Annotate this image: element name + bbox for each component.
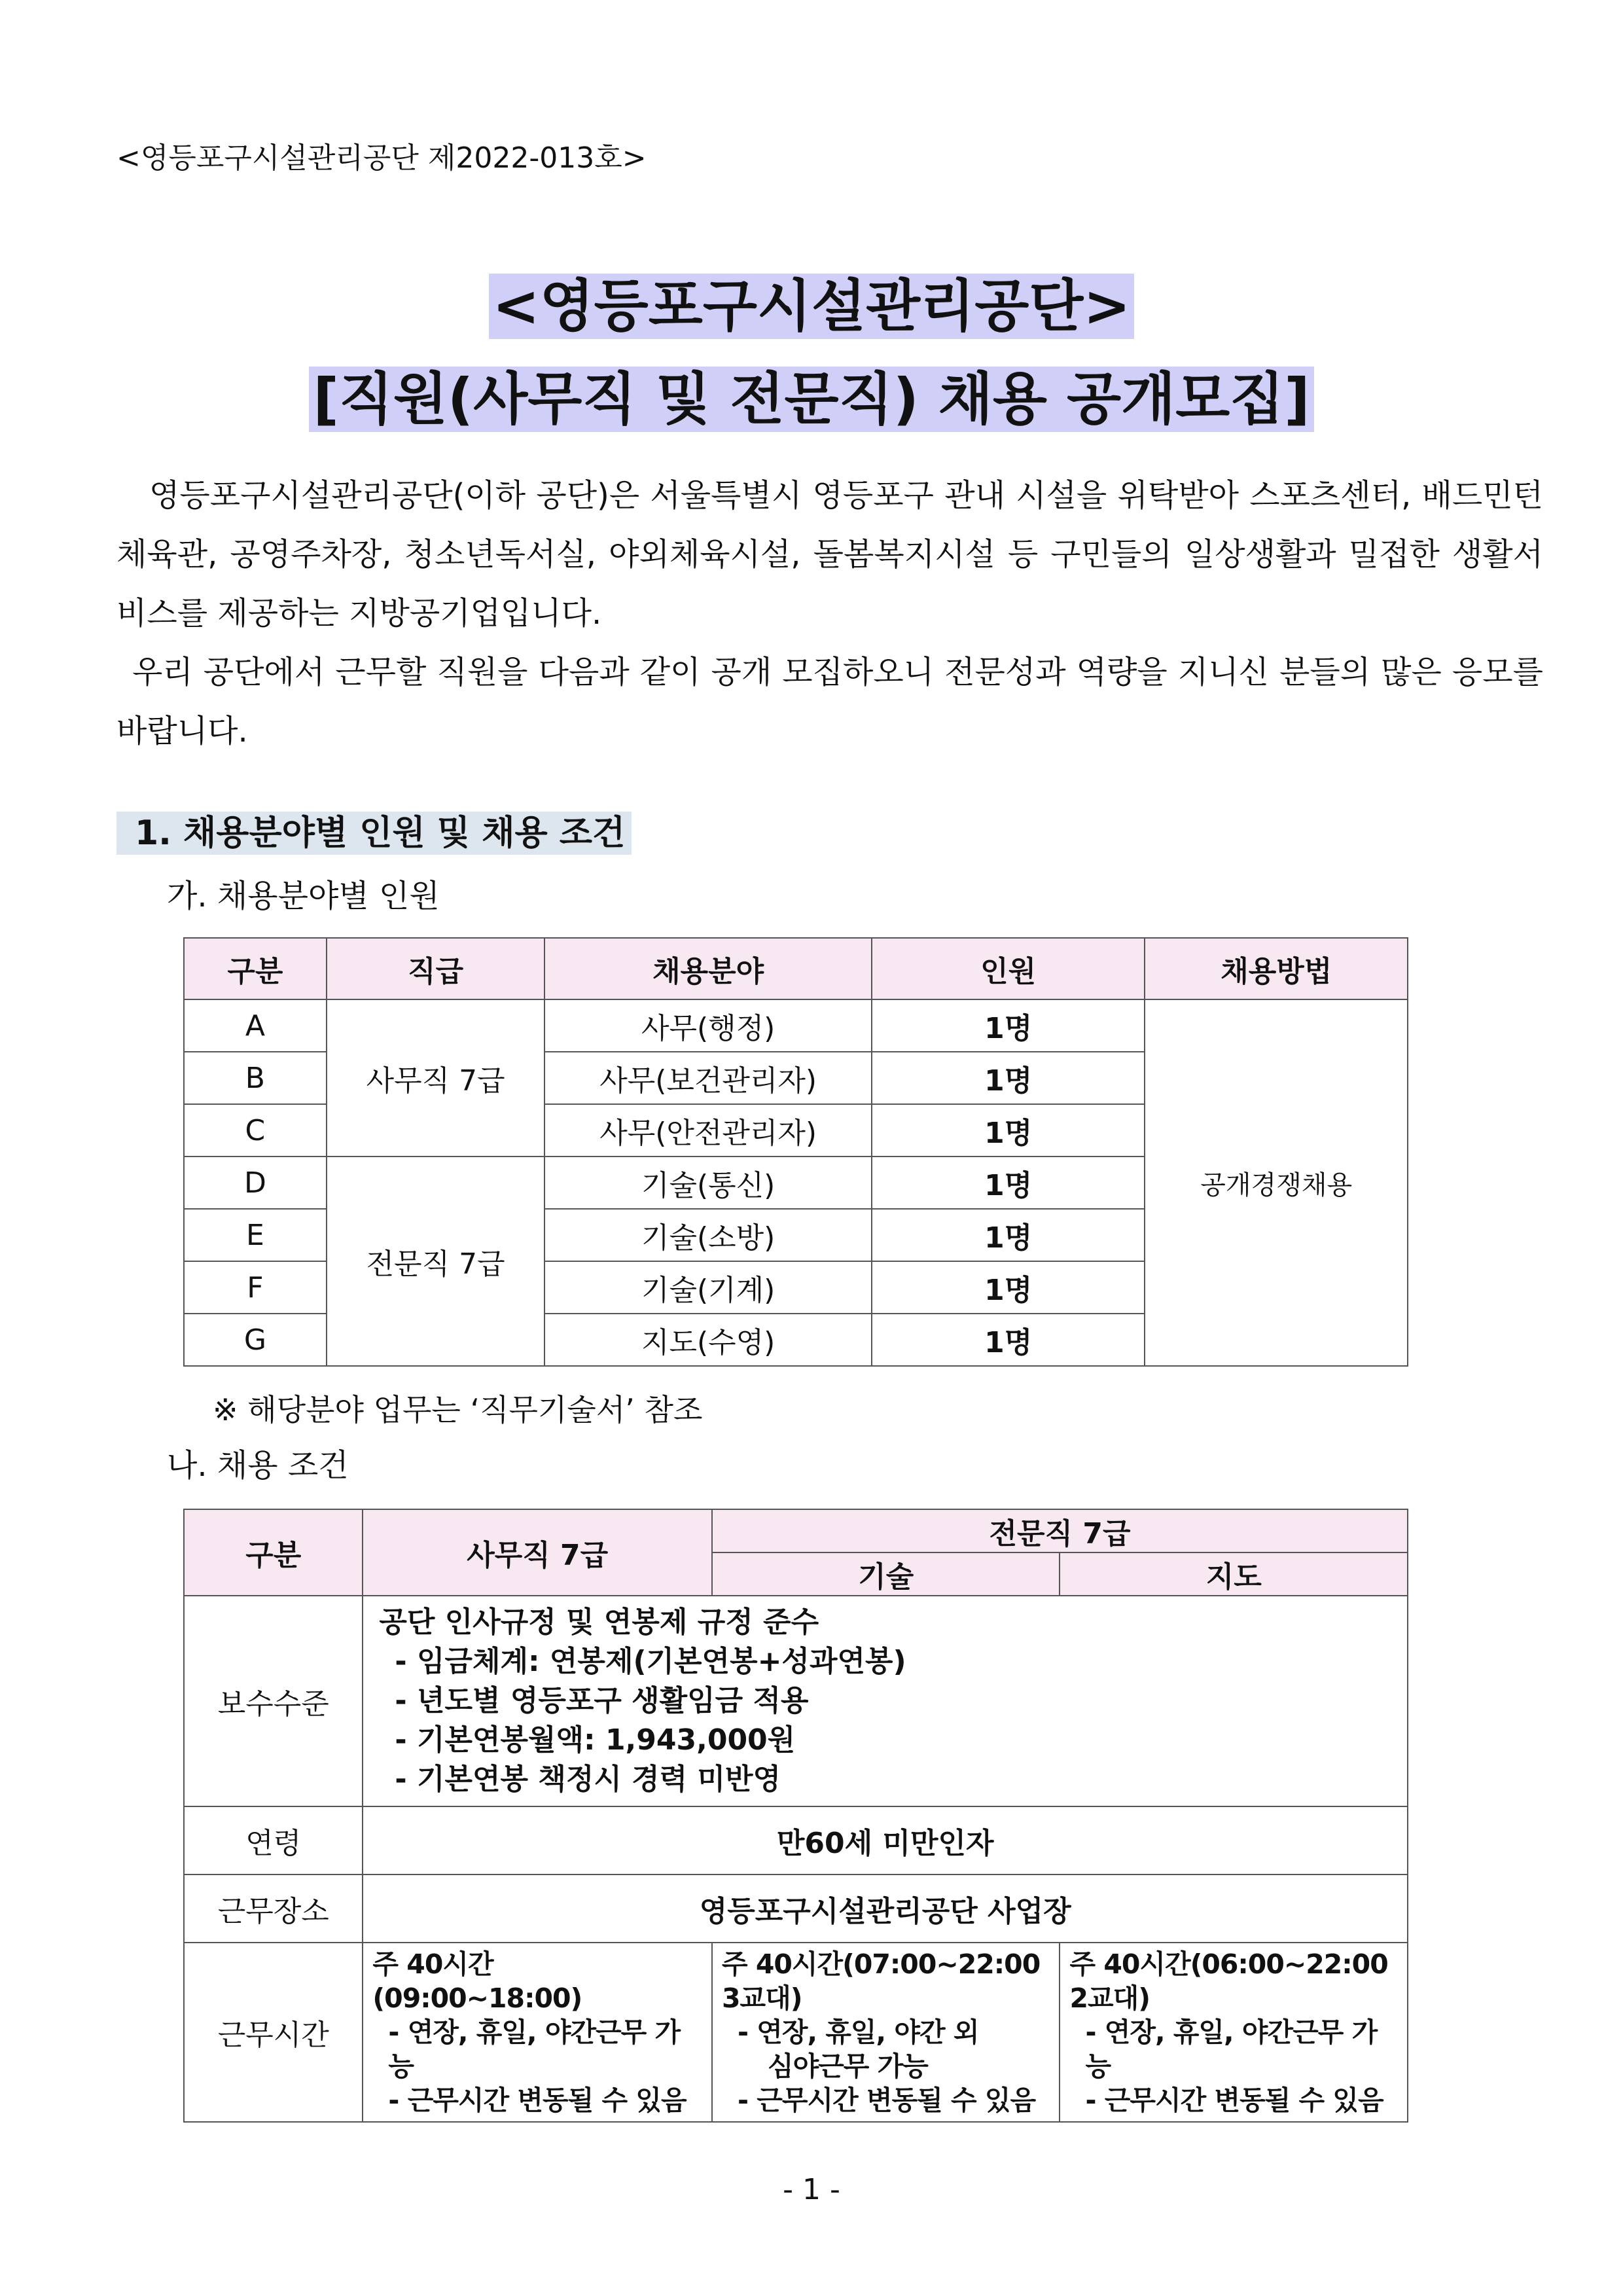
pay-line: 공단 인사규정 및 연봉제 규정 준수 — [379, 1605, 819, 1639]
grade-expert: 전문직 7급 — [327, 1157, 545, 1366]
hours-line: - 근무시간 변동될 수 있음 — [388, 2085, 687, 2116]
intro-text — [116, 466, 1543, 761]
conditions-table — [183, 1509, 1408, 2123]
table-row — [184, 1943, 1408, 2122]
pay-details — [363, 1596, 1408, 1806]
title-line-1-text: <영등포구시설관리공단> — [489, 274, 1135, 339]
table-header-row — [184, 938, 1408, 999]
row-count: 1명 — [872, 1157, 1145, 1209]
job-description-note: ※ 해당분야 업무는 ‘직무기술서’ 참조 — [213, 1392, 703, 1427]
row-count: 1명 — [872, 1104, 1145, 1157]
header-tech: 기술 — [712, 1552, 1060, 1596]
header-field: 채용분야 — [544, 938, 871, 999]
recruitment-method: 공개경쟁채용 — [1145, 999, 1408, 1366]
row-id: G — [184, 1314, 327, 1366]
row-id: A — [184, 999, 327, 1052]
page-number: - 1 - — [783, 2173, 840, 2206]
document-number: <영등포구시설관리공단 제2022-013호> — [116, 141, 647, 175]
pay-line: - 임금체계: 연봉제(기본연봉+성과연봉) — [395, 1645, 906, 1678]
intro-paragraph-2: 우리 공단에서 근무할 직원을 다음과 같이 공개 모집하오니 전문성과 역량을 지니신 분들의 많은 응모를 바랍니다. — [116, 654, 1543, 749]
place-label: 근무장소 — [184, 1874, 363, 1943]
hours-line: - 근무시간 변동될 수 있음 — [737, 2085, 1036, 2116]
header-guide: 지도 — [1060, 1552, 1408, 1596]
title-line-2-text: [직원(사무직 및 전문직) 채용 공개모집] — [309, 367, 1313, 432]
row-id: D — [184, 1157, 327, 1209]
row-field: 기술(통신) — [544, 1157, 871, 1209]
hours-office — [363, 1943, 712, 2122]
row-count: 1명 — [872, 999, 1145, 1052]
hours-guide — [1060, 1943, 1408, 2122]
hours-line: 주 40시간(07:00~22:00 3교대) — [721, 1948, 1041, 2014]
row-id: B — [184, 1052, 327, 1104]
hours-tech — [712, 1943, 1060, 2122]
hours-line: 심야근무 가능 — [767, 2051, 928, 2082]
age-label: 연령 — [184, 1806, 363, 1874]
table-row — [184, 1596, 1408, 1806]
row-field: 기술(소방) — [544, 1209, 871, 1261]
hours-line: - 연장, 휴일, 야간근무 가능 — [1085, 2017, 1378, 2082]
row-id: C — [184, 1104, 327, 1157]
recruitment-table — [183, 937, 1408, 1367]
table-row — [184, 999, 1408, 1052]
row-field: 사무(안전관리자) — [544, 1104, 871, 1157]
table-row — [184, 1874, 1408, 1943]
grade-office: 사무직 7급 — [327, 999, 545, 1157]
row-field: 사무(보건관리자) — [544, 1052, 871, 1104]
row-field: 사무(행정) — [544, 999, 871, 1052]
hours-line: - 근무시간 변동될 수 있음 — [1085, 2085, 1383, 2116]
place-value: 영등포구시설관리공단 사업장 — [363, 1874, 1408, 1943]
subheading-b: 나. 채용 조건 — [167, 1447, 349, 1484]
header-office: 사무직 7급 — [363, 1509, 712, 1596]
section-heading-1: 1. 채용분야별 인원 및 채용 조건 — [116, 812, 632, 855]
hours-line: - 연장, 휴일, 야간 외 — [737, 2017, 979, 2048]
hours-line: 주 40시간(09:00~18:00) — [372, 1948, 582, 2014]
title-line-2 — [0, 353, 1623, 435]
subheading-a: 가. 채용분야별 인원 — [167, 878, 440, 914]
row-count: 1명 — [872, 1261, 1145, 1314]
row-field: 지도(수영) — [544, 1314, 871, 1366]
title-line-1 — [0, 260, 1623, 342]
intro-paragraph-1: 영등포구시설관리공단(이하 공단)은 서울특별시 영등포구 관내 시설을 위탁받아 스포츠센터, 배드민턴체육관, 공영주차장, 청소년독서실, 야외체육시설, 돌봄복지시설 등 구민들의 일상생활과 밀접한 생활서비스를 제공하는 지방공기업입니다. — [116, 477, 1543, 632]
pay-label: 보수수준 — [184, 1596, 363, 1806]
table-header-row — [184, 1509, 1408, 1552]
header-count: 인원 — [872, 938, 1145, 999]
row-id: F — [184, 1261, 327, 1314]
row-field: 기술(기계) — [544, 1261, 871, 1314]
row-count: 1명 — [872, 1314, 1145, 1366]
hours-label: 근무시간 — [184, 1943, 363, 2122]
age-value: 만60세 미만인자 — [363, 1806, 1408, 1874]
row-count: 1명 — [872, 1052, 1145, 1104]
header-grade: 직급 — [327, 938, 545, 999]
hours-line: 주 40시간(06:00~22:00 2교대) — [1069, 1948, 1388, 2014]
pay-line: - 기본연봉 책정시 경력 미반영 — [395, 1763, 781, 1796]
pay-line: - 기본연봉월액: 1,943,000원 — [395, 1723, 796, 1757]
row-id: E — [184, 1209, 327, 1261]
table-row — [184, 1806, 1408, 1874]
row-count: 1명 — [872, 1209, 1145, 1261]
header-expert: 전문직 7급 — [712, 1509, 1408, 1552]
header-method: 채용방법 — [1145, 938, 1408, 999]
header-category: 구분 — [184, 938, 327, 999]
pay-line: - 년도별 영등포구 생활임금 적용 — [395, 1684, 809, 1717]
hours-line: - 연장, 휴일, 야간근무 가능 — [388, 2017, 681, 2082]
header-category: 구분 — [184, 1509, 363, 1596]
